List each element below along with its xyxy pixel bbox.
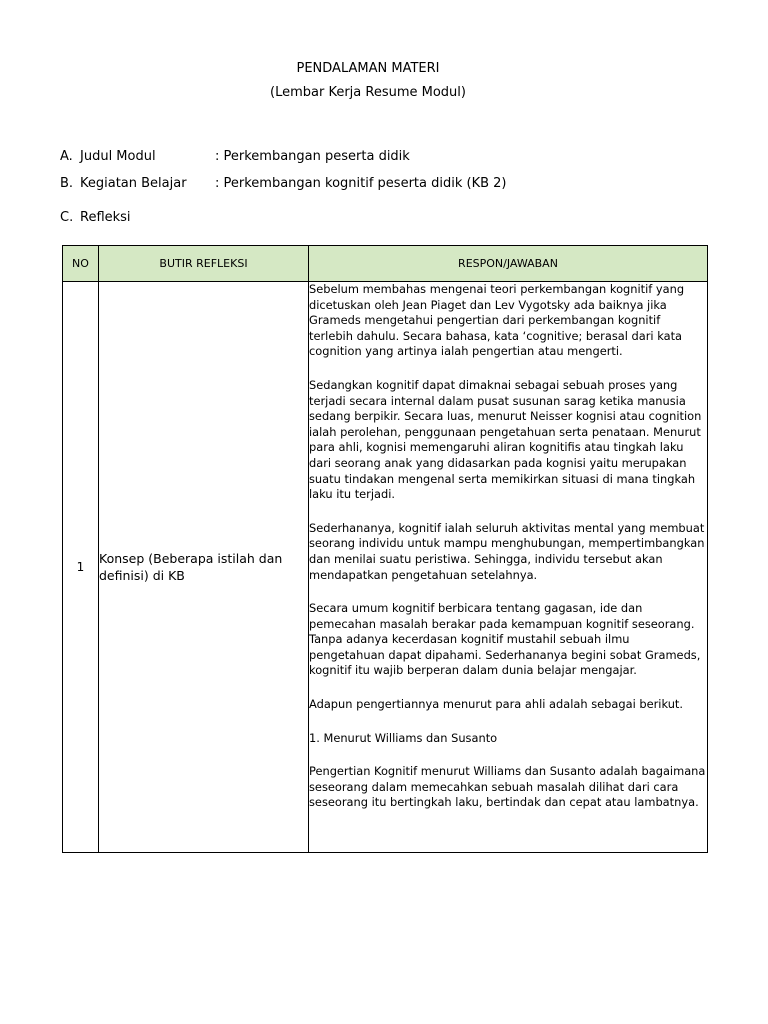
reflection-heading-row	[60, 210, 520, 228]
document-title: PENDALAMAN MATERI	[296, 61, 440, 76]
response-subheading: 1. Menurut Williams dan Susanto	[309, 730, 498, 745]
item-letter: A.	[60, 149, 73, 164]
reflection-heading: Refleksi	[80, 210, 131, 225]
response-cell	[309, 282, 708, 853]
table-row	[63, 282, 708, 853]
learning-activity-row	[60, 176, 520, 194]
column-header-butir-refleksi: BUTIR REFLEKSI	[99, 246, 309, 282]
row-number: 1	[63, 282, 99, 853]
response-paragraph: Sebelum membahas mengenai teori perkembangan kognitif yang dicetuskan oleh Jean Piaget dan Lev Vygotsky ada baiknya jika Grameds mengetahui pengertian dari perkembangan kognitif terlebih dahulu. Secara bahasa, kata ‘cognitive; berasal dari kata cognition yang artinya ialah pengertian atau mengerti.	[309, 282, 685, 359]
module-title-row	[60, 149, 520, 167]
module-title-label: Judul Modul	[80, 149, 156, 164]
table-header-row	[63, 246, 708, 282]
response-paragraph: Adapun pengertiannya menurut para ahli adalah sebagai berikut.	[309, 697, 683, 712]
item-letter: B.	[60, 176, 74, 191]
response-paragraph: Pengertian Kognitif menurut Williams dan Susanto adalah bagaimana seseorang dalam memecahkan sebuah masalah dilihat dari cara seseorang itu bertingkah laku, bertindak dan cepat atau lambatnya.	[309, 764, 706, 810]
reflection-item: Konsep (Beberapa istilah dan definisi) di KB	[99, 282, 309, 853]
learning-activity-value: : Perkembangan kognitif peserta didik (KB 2)	[215, 176, 507, 191]
item-letter: C.	[60, 210, 74, 225]
document-subtitle: (Lembar Kerja Resume Modul)	[270, 85, 466, 100]
column-header-respon-jawaban: RESPON/JAWABAN	[309, 246, 708, 282]
module-title-value: : Perkembangan peserta didik	[215, 149, 410, 164]
reflection-table	[62, 245, 708, 853]
response-paragraph: Secara umum kognitif berbicara tentang gagasan, ide dan pemecahan masalah berakar pada kemampuan kognitif seseorang. Tanpa adanya kecerdasan kognitif mustahil sebuah ilmu pengetahuan dapat dipahami. Sederhananya begini sobat Grameds, kognitif itu wajib berperan dalam dunia belajar mengajar.	[309, 601, 701, 678]
learning-activity-label: Kegiatan Belajar	[80, 176, 187, 191]
response-paragraph: Sedangkan kognitif dapat dimaknai sebagai sebuah proses yang terjadi secara internal dalam pusat susunan sarag ketika manusia sedang berpikir. Secara luas, menurut Neisser kognisi atau cognition ialah perolehan, penggunaan pengetahuan serta penataan. Menurut para ahli, kognisi memengaruhi aliran kognitifis atau tingkah laku dari seorang anak yang didasarkan pada kognisi yaitu merupakan suatu tindakan mengenal serta memikirkan situasi di mana tingkah laku itu terjadi.	[309, 377, 702, 502]
response-paragraph: Sederhananya, kognitif ialah seluruh aktivitas mental yang membuat seorang individu untuk mampu menghubungan, mempertimbangkan dan menilai suatu peristiwa. Sehingga, individu tersebut akan mendapatkan pengetahuan setelahnya.	[309, 520, 705, 582]
column-header-no: NO	[63, 246, 99, 282]
